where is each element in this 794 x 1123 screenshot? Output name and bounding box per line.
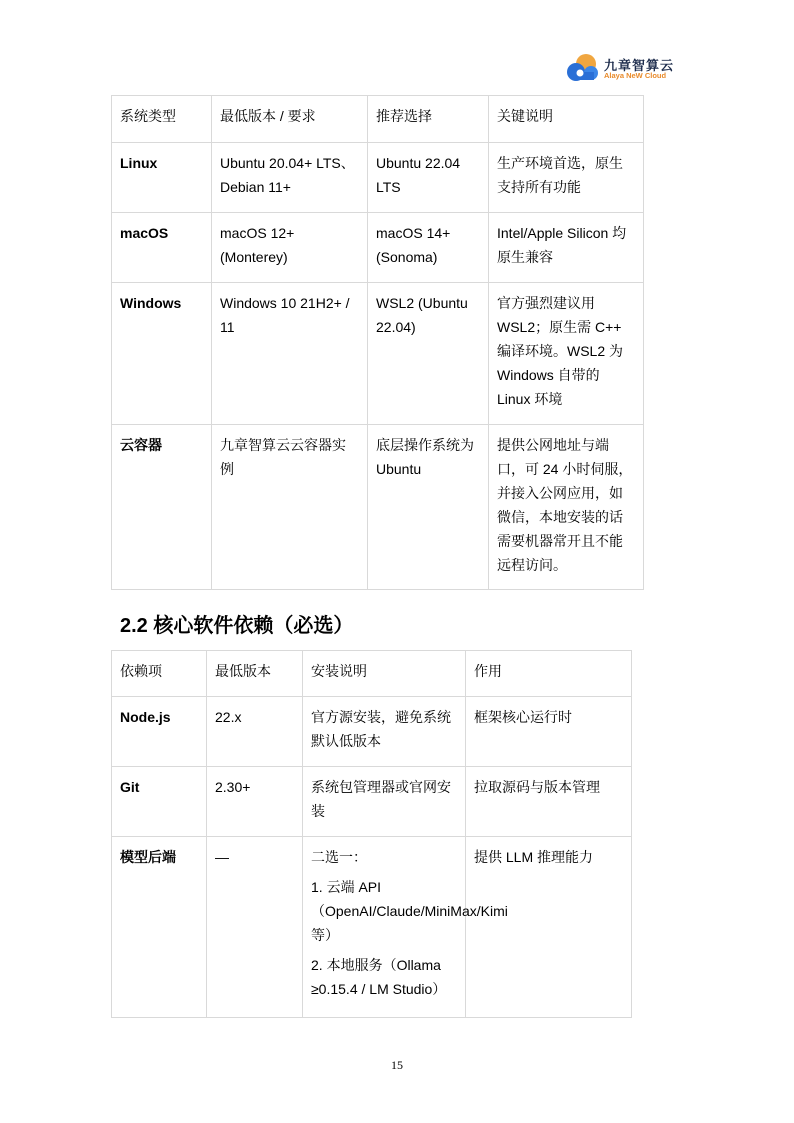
table-cell: 模型后端 (112, 837, 207, 1018)
logo-text: 九章智算云 (604, 58, 675, 73)
table-cell: Ubuntu 20.04+ LTS、Debian 11+ (212, 143, 368, 213)
table-row (112, 213, 644, 283)
table-cell: 官方强烈建议用 WSL2；原生需 C++ 编译环境。WSL2 为 Windows 自带的 Linux 环境 (489, 283, 644, 425)
page-number: 15 (391, 1058, 403, 1072)
install-intro: 二选一： (311, 849, 367, 865)
table-cell: 22.x (207, 697, 303, 767)
table-cell: Ubuntu 22.04 LTS (368, 143, 489, 213)
table-row (112, 767, 632, 837)
brand-logo (566, 52, 676, 82)
table-cell (303, 837, 508, 1018)
logo-subtext: Alaya NeW Cloud (604, 71, 667, 80)
table-cell: 2.30+ (207, 767, 303, 837)
table-cell: 系统包管理器或官网安装 (303, 767, 466, 837)
os-requirements-table (111, 95, 644, 590)
table-header-cell: 作用 (466, 651, 632, 697)
table-header-cell: 安装说明 (303, 651, 466, 697)
table-cell: Intel/Apple Silicon 均原生兼容 (489, 213, 644, 283)
table-header-cell: 最低版本 / 要求 (212, 96, 368, 143)
table-header-cell: 系统类型 (112, 96, 212, 143)
table-cell: 生产环境首选，原生支持所有功能 (489, 143, 644, 213)
table-cell: macOS 14+ (Sonoma) (368, 213, 489, 283)
table-cell: 云容器 (112, 425, 212, 590)
table-cell: 官方源安装，避免系统默认低版本 (303, 697, 466, 767)
table-cell: — (207, 837, 303, 1018)
table-cell: Git (112, 767, 207, 837)
table-cell: WSL2 (Ubuntu 22.04) (368, 283, 489, 425)
table-row (112, 143, 644, 213)
table-header-cell: 推荐选择 (368, 96, 489, 143)
table-cell: Linux (112, 143, 212, 213)
option-local-service: 2. 本地服务（Ollama ≥0.15.4 / LM Studio） (311, 957, 447, 997)
table-row (112, 697, 632, 767)
table-cell: 提供 LLM 推理能力 (466, 837, 632, 1018)
table-cell: 底层操作系统为 Ubuntu (368, 425, 489, 590)
table-cell: Windows 10 21H2+ / 11 (212, 283, 368, 425)
option-cloud-api: 1. 云端 API （OpenAI/Claude/MiniMax/Kimi 等） (311, 879, 508, 943)
table-cell: macOS (112, 213, 212, 283)
table-cell: 框架核心运行时 (466, 697, 632, 767)
dependencies-table (111, 650, 632, 1018)
cloud-logo-icon (566, 52, 602, 82)
table-cell: Node.js (112, 697, 207, 767)
section-title: 2.2 核心软件依赖（必选） (120, 615, 354, 637)
table-header-row (112, 96, 644, 143)
table-header-cell: 依赖项 (112, 651, 207, 697)
table-header-cell: 最低版本 (207, 651, 303, 697)
table-cell: Windows (112, 283, 212, 425)
table-cell: 拉取源码与版本管理 (466, 767, 632, 837)
table-cell: 提供公网地址与端口，可 24 小时伺服，并接入公网应用，如微信，本地安装的话需要机器常开且不能远程访问。 (489, 425, 644, 590)
table-row (112, 283, 644, 425)
table-cell: macOS 12+ (Monterey) (212, 213, 368, 283)
table-row (112, 837, 632, 1018)
table-header-row (112, 651, 632, 697)
table-cell: 九章智算云云容器实例 (212, 425, 368, 590)
table-header-cell: 关键说明 (489, 96, 644, 143)
table-row (112, 425, 644, 590)
